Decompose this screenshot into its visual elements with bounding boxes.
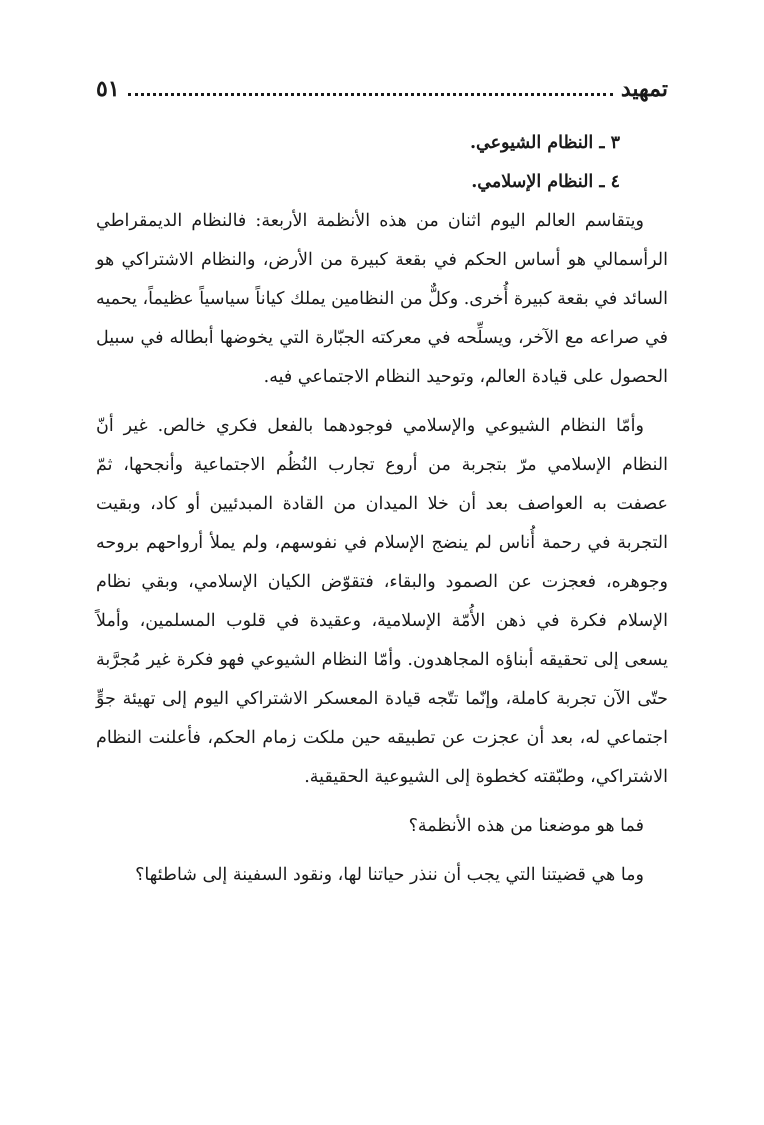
paragraph: وما هي قضيتنا التي يجب أن ننذر حياتنا لها، ونقود السفينة إلى شاطئها؟ — [135, 865, 644, 885]
list-item: ٤ ـ النظام الإسلامي. — [471, 172, 620, 192]
list-item: ٣ ـ النظام الشيوعي. — [469, 133, 620, 153]
chapter-title: تمهيد — [620, 76, 668, 102]
running-header — [96, 72, 668, 106]
paragraph: وأمّا النظام الشيوعي والإسلامي فوجودهما بالفعل فكري خالص. غير أنّ النظام الإسلامي مرّ بتجربة من أروع تجارب النُظُم الاجتماعية وأنجحها، ثمّ عصفت به العواصف بعد أن خلا الميدان من القادة المبدئيين أو كاد، وبقيت التجربة في رحمة أُناس لم ينضج الإسلام في نفوسهم، ولم يملأ أرواحهم بروحه وجوهره، فعجزت عن الصمود والبقاء، فتقوّض الكيان الإسلامي، وبقي نظام الإسلام فكرة في ذهن الأُمّة الإسلامية، وعقيدة في قلوب المسلمين، وأملاً يسعى إلى تحقيقه أبناؤه المجاهدون. وأمّا النظام الشيوعي فهو فكرة غير مُجرَّبة حتّى الآن تجربة كاملة، وإنّما تتّجه قيادة المعسكر الاشتراكي اليوم إلى تهيئة جوٍّ اجتماعي له، بعد أن عجزت عن تطبيقه حين ملكت زمام الحكم، فأعلنت النظام الاشتراكي، وطبّقته كخطوة إلى الشيوعية الحقيقية. — [96, 416, 668, 787]
body-text — [96, 124, 668, 895]
paragraph: ويتقاسم العالم اليوم اثنان من هذه الأنظمة الأربعة: فالنظام الديمقراطي الرأسمالي هو أساس الحكم في بقعة كبيرة من الأرض، والنظام الاشتراكي هو السائد في بقعة كبيرة أُخرى. وكلٌّ من النظامين يملك كياناً سياسياً عظيماً، يحميه في صراعه مع الآخر، ويسلِّحه في معركته الجبّارة التي يخوضها أبطاله في سبيل الحصول على قيادة العالم، وتوحيد النظام الاجتماعي فيه. — [96, 211, 668, 387]
paragraph: فما هو موضعنا من هذه الأنظمة؟ — [408, 816, 644, 836]
header-leader-dots — [128, 93, 613, 96]
page-number: ٥١ — [96, 76, 120, 102]
